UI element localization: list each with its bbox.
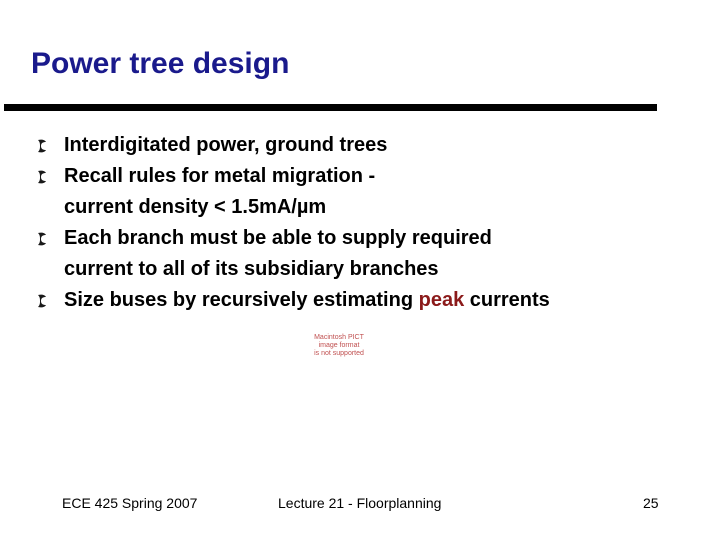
bullet-text-line: Each branch must be able to supply required (64, 227, 492, 249)
bullet-item (35, 285, 685, 316)
slide-title: Power tree design (31, 47, 290, 80)
emphasized-word: peak (418, 289, 465, 311)
footer-lecture: Lecture 21 - Floorplanning (278, 495, 442, 511)
bullet-text: Interdigitated power, ground trees (64, 134, 388, 156)
title-divider (4, 104, 657, 111)
bullet-text-line: current density < 1.5mA/µm (64, 196, 327, 218)
footer-course: ECE 425 Spring 2007 (62, 495, 198, 511)
bullet-list (35, 130, 685, 316)
page-number: 25 (643, 495, 659, 511)
bullet-text-line: Recall rules for metal migration - (64, 165, 376, 187)
scroll-bullet-icon (35, 130, 55, 161)
scroll-bullet-icon (35, 285, 55, 316)
bullet-item (35, 161, 685, 223)
scroll-bullet-icon (35, 223, 55, 254)
bullet-text-line: current to all of its subsidiary branches (64, 258, 439, 280)
placeholder-text-line: is not supported (314, 350, 364, 357)
bullet-item (35, 223, 685, 285)
placeholder-text-line: Macintosh PICT (314, 334, 364, 341)
scroll-bullet-icon (35, 161, 55, 192)
placeholder-text-line: image format (318, 342, 360, 349)
bullet-item (35, 130, 685, 161)
bullet-text: Size buses by recursively estimating (64, 289, 419, 311)
unsupported-image-placeholder (305, 334, 373, 358)
bullet-text: currents (464, 289, 550, 311)
